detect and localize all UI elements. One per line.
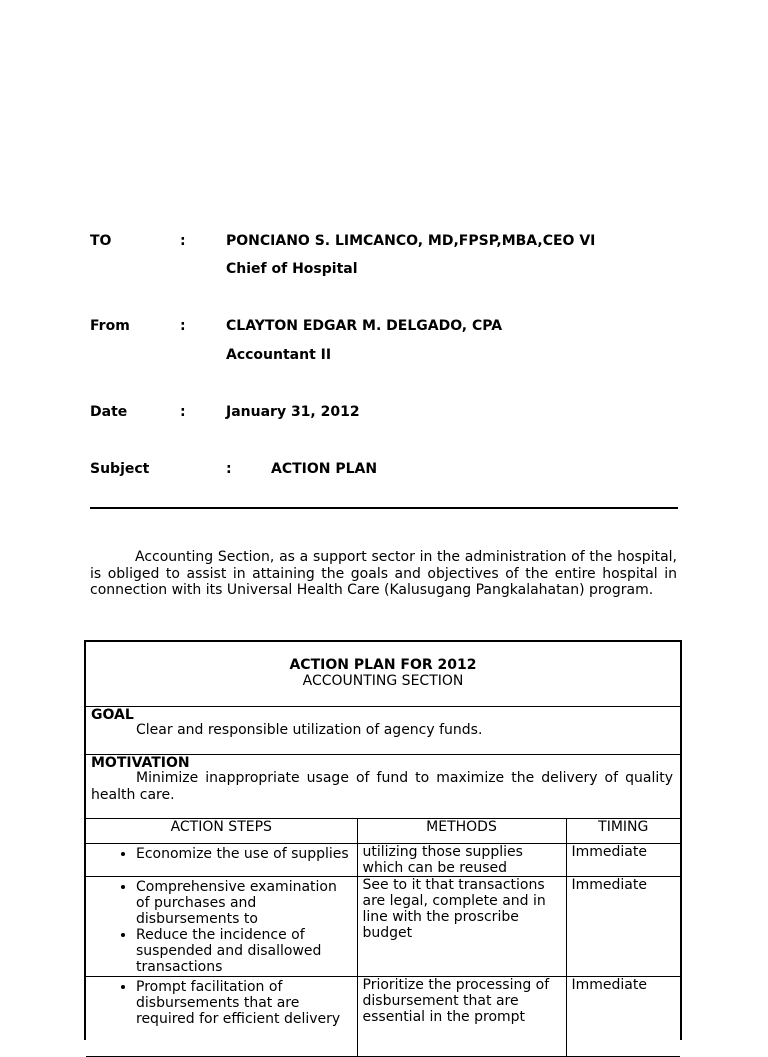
method-cell: Prioritize the processing of disbursement that are essential in the prompt — [357, 977, 566, 1057]
memo-date — [0, 404, 700, 424]
from-title: Accountant II — [226, 347, 332, 363]
column-header-methods: METHODS — [357, 819, 566, 844]
column-header-timing: TIMING — [566, 819, 680, 844]
motivation-text: Minimize inappropriate usage of fund to maximize the delivery of quality health care. — [91, 770, 673, 803]
table-row — [86, 977, 680, 1057]
timing-cell: Immediate — [566, 877, 680, 977]
date-value: January 31, 2012 — [226, 404, 360, 420]
to-title: Chief of Hospital — [226, 261, 358, 277]
to-label: TO — [90, 233, 112, 249]
from-label: From — [90, 318, 130, 334]
action-steps-cell — [86, 977, 357, 1057]
table-header-row — [86, 819, 680, 844]
action-steps-cell — [86, 844, 357, 877]
timing-cell: Immediate — [566, 977, 680, 1057]
intro-paragraph: Accounting Section, as a support sector in the administration of the hospital, is obliged to assist in attaining the goals and objectives of the entire hospital in connection with its Universal Health Care (Kalusugang Pangkalahatan) program. — [90, 549, 677, 598]
method-cell: utilizing those supplies which can be reused — [357, 844, 566, 877]
date-label: Date — [90, 404, 128, 420]
date-colon: : — [180, 404, 186, 420]
subject-label: Subject — [90, 461, 150, 477]
subject-value: ACTION PLAN — [271, 461, 378, 477]
goal-section — [86, 707, 680, 755]
from-name: CLAYTON EDGAR M. DELGADO, CPA — [226, 318, 503, 334]
goal-label: GOAL — [91, 707, 134, 723]
steps-table — [86, 819, 680, 1057]
memo-to — [0, 233, 700, 283]
plan-subtitle: ACCOUNTING SECTION — [302, 673, 464, 689]
from-colon: : — [180, 318, 186, 334]
table-row — [86, 877, 680, 977]
memo-subject — [0, 461, 700, 481]
header-divider — [90, 507, 678, 509]
memo-from — [0, 318, 700, 368]
plan-header — [86, 642, 680, 707]
motivation-label: MOTIVATION — [91, 755, 190, 771]
list-item: • Comprehensive examination of purchases and disbursements to — [136, 879, 352, 927]
action-steps-cell — [86, 877, 357, 977]
timing-cell: Immediate — [566, 844, 680, 877]
action-plan-table — [84, 640, 682, 1040]
column-header-action-steps: ACTION STEPS — [86, 819, 357, 844]
table-row — [86, 844, 680, 877]
list-item: • Economize the use of supplies — [136, 846, 352, 862]
goal-text: Clear and responsible utilization of agency funds. — [136, 722, 483, 738]
method-cell: See to it that transactions are legal, complete and in line with the proscribe budget — [357, 877, 566, 977]
to-colon: : — [180, 233, 186, 249]
subject-colon: : — [226, 461, 232, 477]
plan-title: ACTION PLAN FOR 2012 — [289, 657, 477, 673]
list-item: • Prompt facilitation of disbursements that are required for efficient delivery — [136, 979, 352, 1027]
list-item: • Reduce the incidence of suspended and disallowed transactions — [136, 927, 352, 975]
motivation-section — [86, 755, 680, 819]
to-name: PONCIANO S. LIMCANCO, MD,FPSP,MBA,CEO VI — [226, 233, 596, 249]
